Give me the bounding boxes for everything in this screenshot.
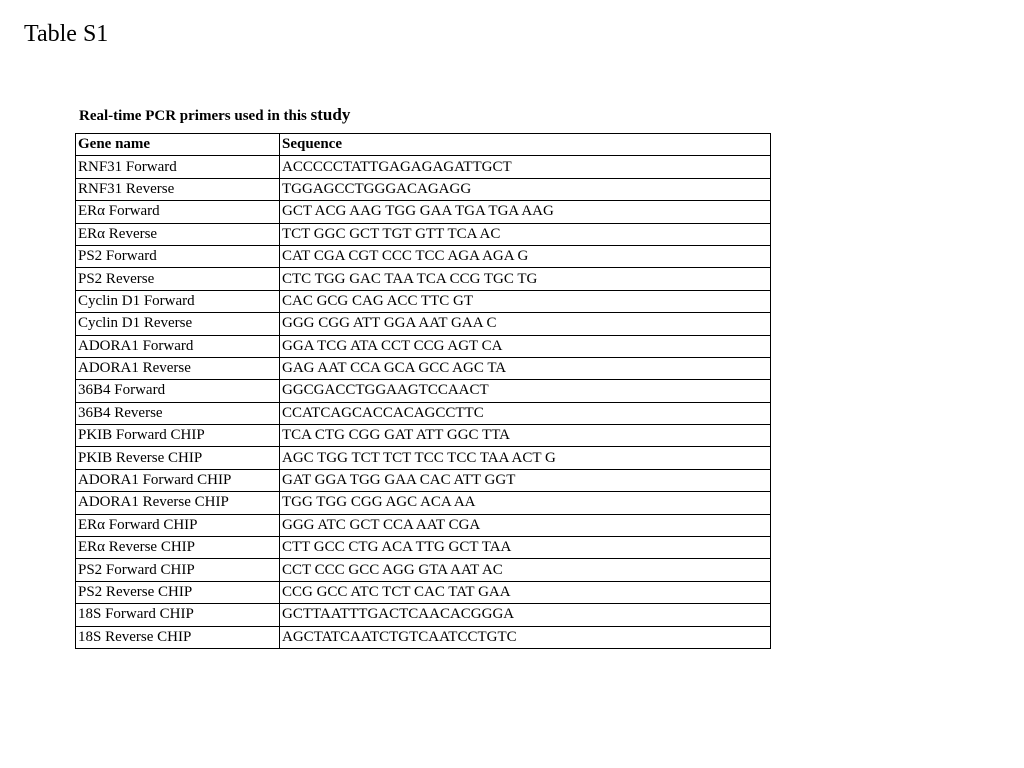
sequence-cell: GAT GGA TGG GAA CAC ATT GGT: [280, 469, 771, 491]
gene-name-cell: ADORA1 Reverse CHIP: [76, 492, 280, 514]
gene-name-cell: ADORA1 Forward: [76, 335, 280, 357]
gene-name-cell: ERα Forward CHIP: [76, 514, 280, 536]
table-header-row: [76, 134, 771, 156]
sequence-cell: CAT CGA CGT CCC TCC AGA AGA G: [280, 245, 771, 267]
table-row: [76, 156, 771, 178]
gene-name-cell: RNF31 Reverse: [76, 178, 280, 200]
table-row: [76, 469, 771, 491]
sequence-cell: ACCCCCTATTGAGAGAGATTGCT: [280, 156, 771, 178]
sequence-cell: CTC TGG GAC TAA TCA CCG TGC TG: [280, 268, 771, 290]
gene-name-cell: 36B4 Reverse: [76, 402, 280, 424]
table-row: [76, 402, 771, 424]
table-row: [76, 357, 771, 379]
table-row: [76, 201, 771, 223]
table-row: [76, 380, 771, 402]
gene-name-cell: PKIB Reverse CHIP: [76, 447, 280, 469]
primer-table: [75, 133, 771, 649]
table-row: [76, 425, 771, 447]
sequence-cell: GGG ATC GCT CCA AAT CGA: [280, 514, 771, 536]
sequence-cell: TCA CTG CGG GAT ATT GGC TTA: [280, 425, 771, 447]
gene-name-cell: 36B4 Forward: [76, 380, 280, 402]
gene-name-cell: ADORA1 Reverse: [76, 357, 280, 379]
gene-name-cell: ERα Reverse: [76, 223, 280, 245]
sequence-cell: CAC GCG CAG ACC TTC GT: [280, 290, 771, 312]
table-row: [76, 290, 771, 312]
gene-name-cell: Cyclin D1 Reverse: [76, 313, 280, 335]
table-row: [76, 604, 771, 626]
table-row: [76, 178, 771, 200]
sequence-cell: TCT GGC GCT TGT GTT TCA AC: [280, 223, 771, 245]
table-row: [76, 559, 771, 581]
table-row: [76, 581, 771, 603]
sequence-cell: GAG AAT CCA GCA GCC AGC TA: [280, 357, 771, 379]
gene-name-cell: ERα Reverse CHIP: [76, 537, 280, 559]
sequence-cell: CCT CCC GCC AGG GTA AAT AC: [280, 559, 771, 581]
gene-name-cell: PKIB Forward CHIP: [76, 425, 280, 447]
table-row: [76, 313, 771, 335]
gene-name-cell: ADORA1 Forward CHIP: [76, 469, 280, 491]
gene-name-cell: RNF31 Forward: [76, 156, 280, 178]
sequence-cell: TGGAGCCTGGGACAGAGG: [280, 178, 771, 200]
table-caption-main: Real-time PCR primers used in this: [79, 108, 311, 124]
table-caption-tail: study: [310, 105, 351, 124]
page-title: Table S1: [24, 21, 109, 47]
sequence-cell: CCG GCC ATC TCT CAC TAT GAA: [280, 581, 771, 603]
gene-name-cell: ERα Forward: [76, 201, 280, 223]
gene-name-cell: PS2 Forward: [76, 245, 280, 267]
gene-name-cell: PS2 Reverse: [76, 268, 280, 290]
table-row: [76, 492, 771, 514]
sequence-cell: TGG TGG CGG AGC ACA AA: [280, 492, 771, 514]
table-row: [76, 626, 771, 648]
header-gene-name: Gene name: [76, 134, 280, 156]
gene-name-cell: 18S Reverse CHIP: [76, 626, 280, 648]
sequence-cell: GCTTAATTTGACTCAACACGGGA: [280, 604, 771, 626]
gene-name-cell: 18S Forward CHIP: [76, 604, 280, 626]
gene-name-cell: PS2 Forward CHIP: [76, 559, 280, 581]
sequence-cell: AGCTATCAATCTGTCAATCCTGTC: [280, 626, 771, 648]
sequence-cell: GCT ACG AAG TGG GAA TGA TGA AAG: [280, 201, 771, 223]
table-row: [76, 245, 771, 267]
table-row: [76, 223, 771, 245]
table-body: [76, 156, 771, 649]
sequence-cell: GGG CGG ATT GGA AAT GAA C: [280, 313, 771, 335]
sequence-cell: AGC TGG TCT TCT TCC TCC TAA ACT G: [280, 447, 771, 469]
table-row: [76, 335, 771, 357]
gene-name-cell: Cyclin D1 Forward: [76, 290, 280, 312]
table-caption: [79, 104, 350, 127]
sequence-cell: GGCGACCTGGAAGTCCAACT: [280, 380, 771, 402]
table-row: [76, 268, 771, 290]
table-row: [76, 514, 771, 536]
sequence-cell: CCATCAGCACCACAGCCTTC: [280, 402, 771, 424]
sequence-cell: CTT GCC CTG ACA TTG GCT TAA: [280, 537, 771, 559]
header-sequence: Sequence: [280, 134, 771, 156]
table-row: [76, 447, 771, 469]
gene-name-cell: PS2 Reverse CHIP: [76, 581, 280, 603]
table-row: [76, 537, 771, 559]
sequence-cell: GGA TCG ATA CCT CCG AGT CA: [280, 335, 771, 357]
